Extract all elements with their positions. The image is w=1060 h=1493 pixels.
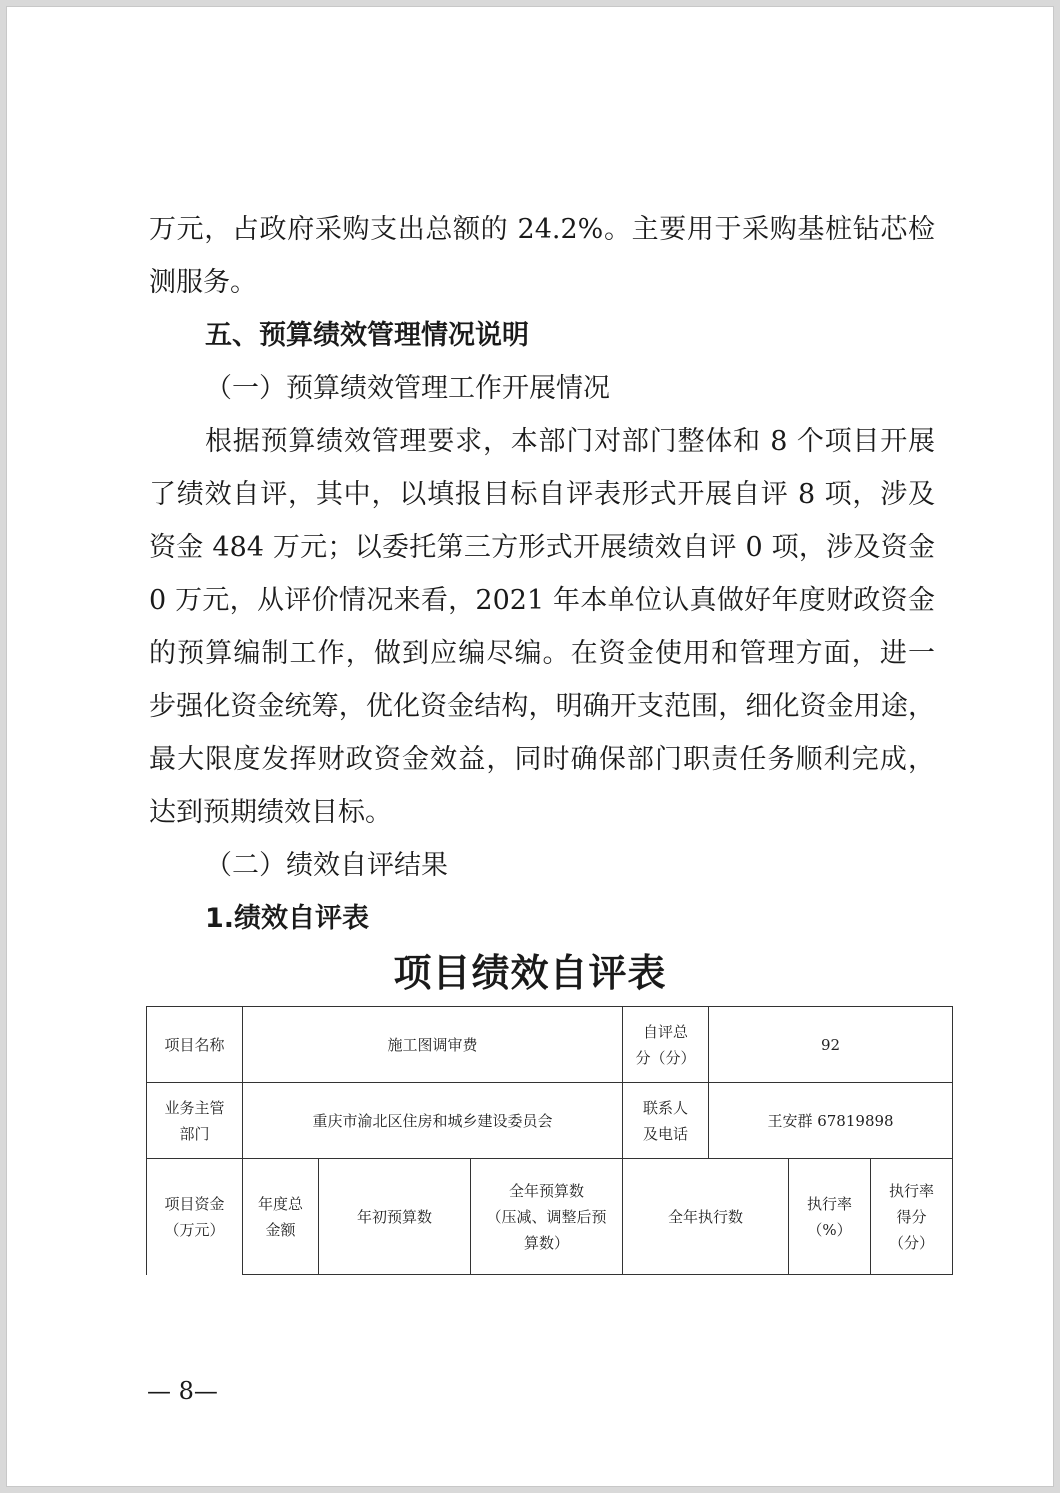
table-row (147, 1083, 953, 1159)
execution-header: 全年执行数 (623, 1159, 789, 1275)
score-label-line: 自评总 (643, 1022, 689, 1041)
dept-label (147, 1083, 243, 1159)
header-line: （压减、调整后预 (486, 1207, 607, 1226)
funds-label-line: 项目资金 (164, 1194, 225, 1213)
header-line: 金额 (265, 1220, 296, 1239)
dept-label-line: 部门 (179, 1124, 210, 1143)
header-line: 算数） (524, 1233, 570, 1252)
initial-budget-header: 年初预算数 (319, 1159, 471, 1275)
table-row (147, 1159, 953, 1275)
paragraph-line: 的预算编制工作，做到应编尽编。在资金使用和管理方面，进一 (149, 638, 935, 669)
paragraph-line: 万元，占政府采购支出总额的 24.2%。主要用于采购基桩钻芯检 (149, 214, 935, 245)
paragraph-line: 步强化资金统筹，优化资金结构，明确开支范围，细化资金用途， (149, 691, 935, 722)
evaluation-table (146, 1006, 953, 1275)
header-line: （%） (807, 1220, 852, 1239)
funds-label-line: （万元） (164, 1220, 225, 1239)
header-line: 执行率 (889, 1181, 935, 1200)
annual-total-header (243, 1159, 319, 1275)
paragraph-line: 资金 484 万元；以委托第三方形式开展绩效自评 0 项，涉及资金 (149, 532, 935, 563)
paragraph-line: 0 万元，从评价情况来看，2021 年本单位认真做好年度财政资金 (149, 585, 935, 616)
page-number: — 8— (147, 1377, 218, 1405)
dept-value: 重庆市渝北区住房和城乡建设委员会 (243, 1083, 623, 1159)
funds-label (147, 1159, 243, 1275)
header-line: 得分 (896, 1207, 927, 1226)
header-line: 年度总 (257, 1194, 303, 1213)
contact-label-line: 联系人 (643, 1098, 689, 1117)
paragraph-line: 达到预期绩效目标。 (149, 797, 392, 828)
dept-label-line: 业务主管 (164, 1098, 225, 1117)
paragraph-line: 了绩效自评，其中，以填报目标自评表形式开展自评 8 项，涉及 (149, 479, 935, 510)
execution-rate-header (789, 1159, 871, 1275)
rate-score-header (871, 1159, 953, 1275)
full-year-budget-header (471, 1159, 623, 1275)
project-name-label: 项目名称 (147, 1007, 243, 1083)
score-value: 92 (709, 1007, 953, 1083)
project-name-value: 施工图调审费 (243, 1007, 623, 1083)
header-line: （分） (889, 1233, 935, 1252)
contact-value: 王安群 67819898 (709, 1083, 953, 1159)
header-line: 执行率 (807, 1194, 853, 1213)
paragraph-line: 根据预算绩效管理要求，本部门对部门整体和 8 个项目开展 (205, 426, 935, 457)
subsection-heading: （一）预算绩效管理工作开展情况 (205, 373, 610, 404)
subsection-heading: （二）绩效自评结果 (205, 850, 448, 881)
paragraph-line: 最大限度发挥财政资金效益，同时确保部门职责任务顺利完成， (149, 744, 935, 775)
document-page (6, 6, 1054, 1487)
contact-label-line: 及电话 (643, 1124, 689, 1143)
header-line: 全年预算数 (509, 1181, 585, 1200)
table-row (147, 1007, 953, 1083)
item-heading: 1.绩效自评表 (205, 903, 370, 934)
table-title: 项目绩效自评表 (393, 951, 667, 995)
contact-label (623, 1083, 709, 1159)
score-label-line: 分（分） (635, 1048, 696, 1067)
paragraph-line: 测服务。 (149, 267, 257, 298)
section-heading: 五、预算绩效管理情况说明 (205, 320, 529, 351)
score-label (623, 1007, 709, 1083)
